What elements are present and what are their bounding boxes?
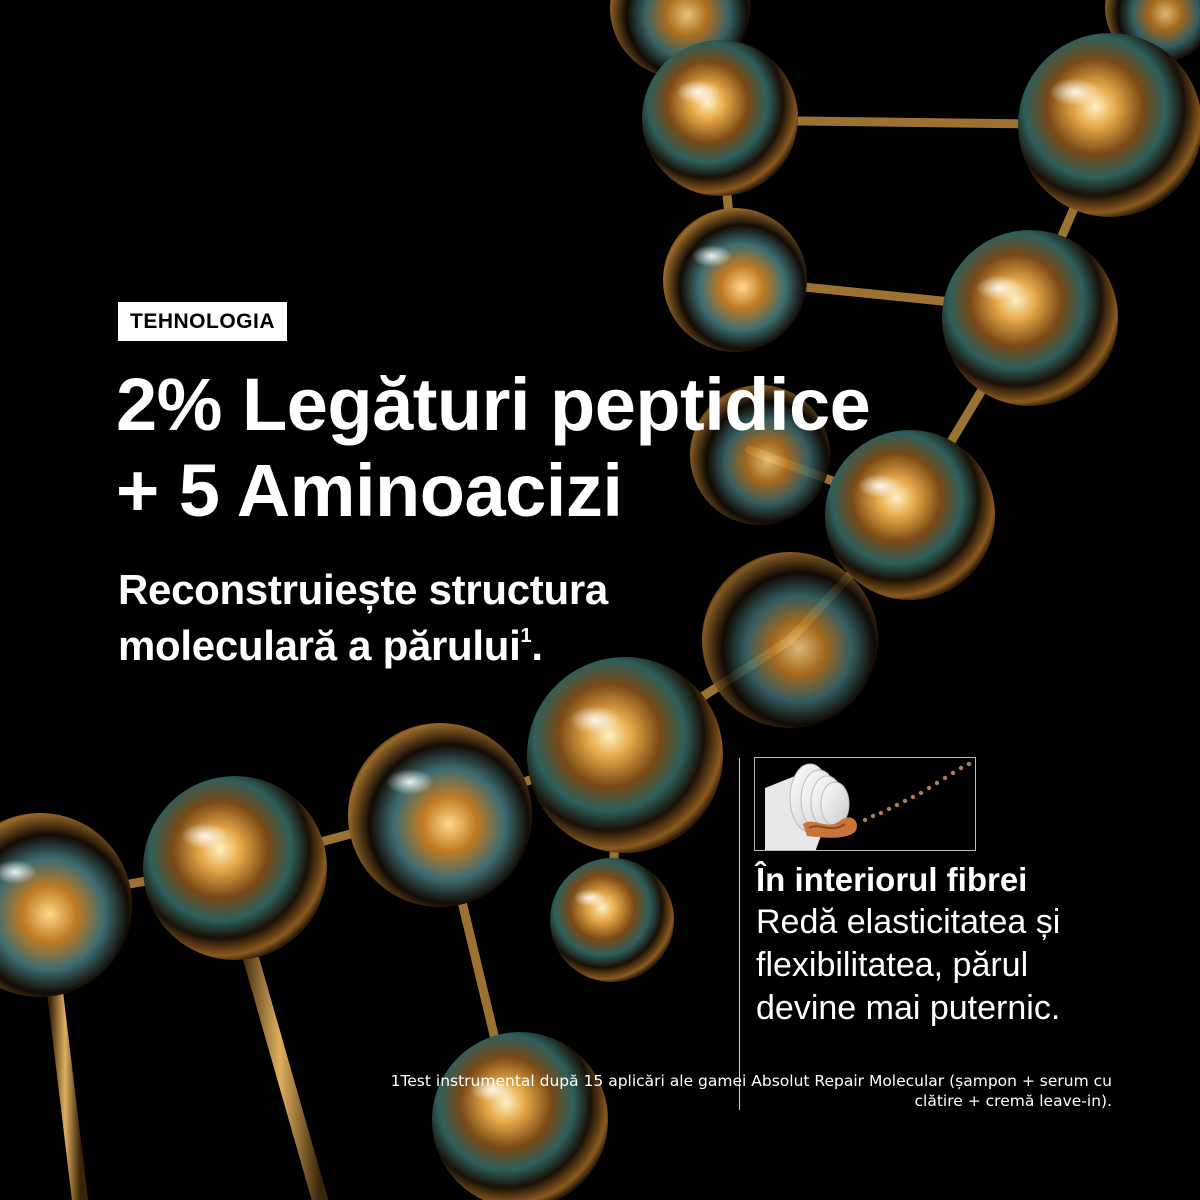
feature-line-1: Redă elasticitatea și	[756, 903, 1061, 941]
subhead-line-2-end: .	[531, 622, 543, 669]
headline-line-1: 2% Legături peptidice	[116, 363, 871, 446]
hair-fiber-illustration-icon	[754, 757, 976, 851]
technology-badge: TEHNOLOGIA	[118, 302, 287, 341]
feature-description	[756, 901, 1176, 1030]
feature-line-2: flexibilitatea, părul	[756, 946, 1029, 984]
footnote	[100, 1071, 1112, 1111]
subheadline	[118, 562, 878, 674]
footnote-line-1: 1Test instrumental după 15 aplicări ale gamei Absolut Repair Molecular (șampon + serum cu	[390, 1072, 1112, 1090]
footnote-marker: 1	[520, 625, 532, 647]
headline	[116, 362, 1116, 534]
subhead-line-1: Reconstruiește structura	[118, 566, 608, 613]
feature-line-3: devine mai puternic.	[756, 989, 1061, 1027]
footnote-line-2: clătire + cremă leave-in).	[914, 1092, 1112, 1110]
feature-title: În interiorul fibrei	[756, 861, 1028, 898]
headline-line-2: + 5 Aminoacizi	[116, 449, 623, 532]
subhead-line-2-text: moleculară a părului	[118, 622, 521, 669]
subhead-line-2	[118, 618, 878, 674]
vertical-divider	[739, 758, 740, 1110]
